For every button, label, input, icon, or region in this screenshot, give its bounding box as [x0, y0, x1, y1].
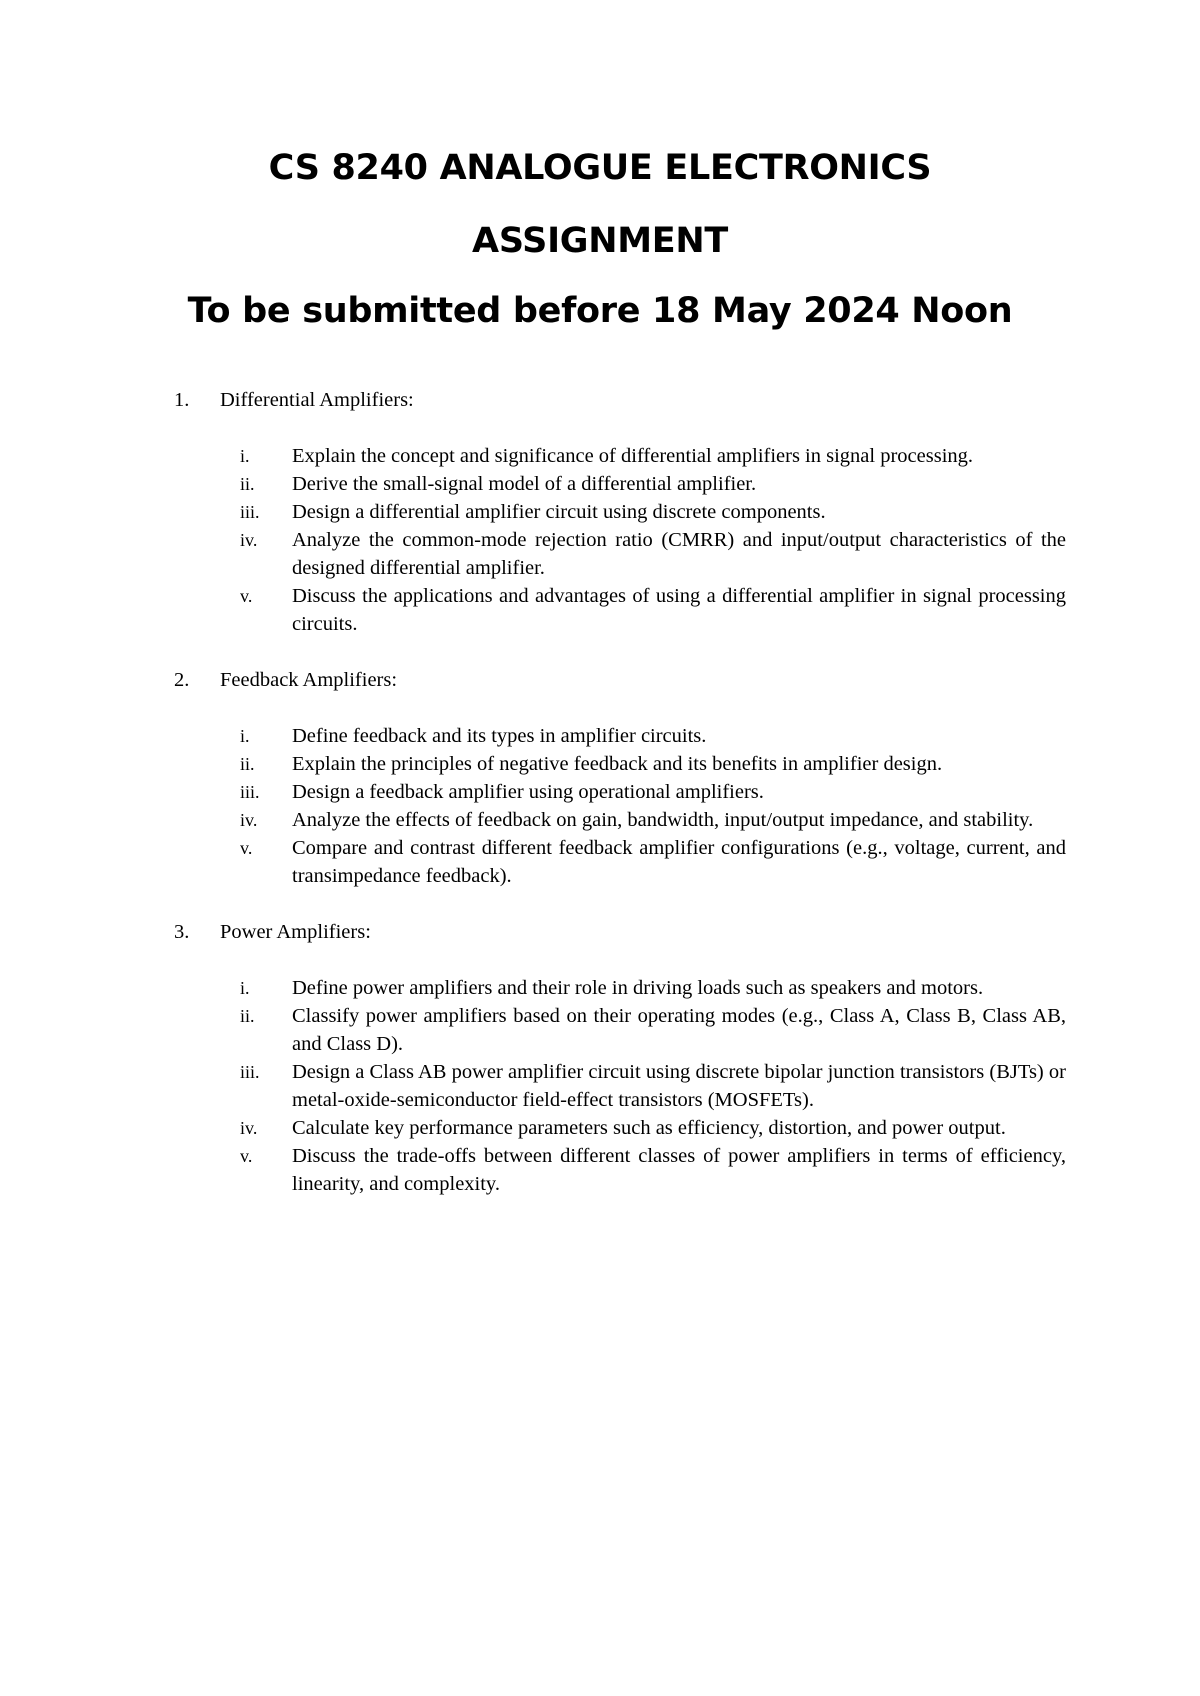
document-title: CS 8240 ANALOGUE ELECTRONICS	[268, 148, 932, 188]
section-title: Differential Amplifiers:	[220, 389, 414, 411]
section-heading	[174, 666, 1066, 694]
section-heading	[174, 386, 1066, 414]
question-numeral: i.	[240, 978, 250, 998]
submission-deadline: To be submitted before 18 May 2024 Noon	[187, 291, 1013, 331]
question-item	[174, 1058, 1066, 1114]
question-item	[174, 470, 1066, 498]
question-text: Explain the principles of negative feedback and its benefits in amplifier design.	[292, 753, 943, 775]
question-text: Discuss the applications and advantages of using a differential amplifier in signal processing circuits.	[292, 585, 1066, 635]
question-numeral: v.	[240, 838, 253, 858]
question-numeral: iv.	[240, 530, 258, 550]
question-text: Analyze the common-mode rejection ratio (CMRR) and input/output characteristics of the designed differential amplifier.	[292, 529, 1066, 579]
question-item	[174, 806, 1066, 834]
question-text: Explain the concept and significance of differential amplifiers in signal processing.	[292, 445, 974, 467]
question-item	[174, 834, 1066, 890]
section-feedback-amplifiers	[174, 666, 1066, 890]
question-list	[174, 974, 1066, 1198]
question-text: Design a differential amplifier circuit using discrete components.	[292, 501, 826, 523]
question-numeral: ii.	[240, 474, 255, 494]
question-item	[174, 722, 1066, 750]
question-item	[174, 1114, 1066, 1142]
section-number: 3.	[174, 921, 190, 943]
question-numeral: iii.	[240, 502, 260, 522]
question-item	[174, 750, 1066, 778]
question-text: Derive the small-signal model of a differential amplifier.	[292, 473, 757, 495]
question-text: Calculate key performance parameters such as efficiency, distortion, and power output.	[292, 1117, 1006, 1139]
question-text: Define power amplifiers and their role in driving loads such as speakers and motors.	[292, 977, 984, 999]
question-item	[174, 1142, 1066, 1198]
title-block	[0, 148, 1200, 331]
question-numeral: iv.	[240, 1118, 258, 1138]
question-text: Define feedback and its types in amplifier circuits.	[292, 725, 707, 747]
section-number: 1.	[174, 389, 190, 411]
question-numeral: iv.	[240, 810, 258, 830]
question-text: Analyze the effects of feedback on gain, bandwidth, input/output impedance, and stability.	[292, 809, 1034, 831]
section-title: Feedback Amplifiers:	[220, 669, 398, 691]
question-text: Design a feedback amplifier using operational amplifiers.	[292, 781, 764, 803]
question-numeral: iii.	[240, 782, 260, 802]
question-numeral: ii.	[240, 1006, 255, 1026]
assignment-content	[174, 386, 1066, 1198]
question-text: Discuss the trade-offs between different classes of power amplifiers in terms of efficiency, linearity, and complexity.	[292, 1145, 1066, 1195]
question-item	[174, 778, 1066, 806]
section-heading	[174, 918, 1066, 946]
question-numeral: iii.	[240, 1062, 260, 1082]
question-item	[174, 526, 1066, 582]
question-numeral: ii.	[240, 754, 255, 774]
section-title: Power Amplifiers:	[220, 921, 371, 943]
question-item	[174, 974, 1066, 1002]
question-numeral: v.	[240, 586, 253, 606]
question-text: Design a Class AB power amplifier circuit using discrete bipolar junction transistors (BJTs) or metal-oxide-semiconductor field-effect transistors (MOSFETs).	[292, 1061, 1066, 1111]
section-power-amplifiers	[174, 918, 1066, 1198]
question-numeral: v.	[240, 1146, 253, 1166]
question-item	[174, 498, 1066, 526]
question-list	[174, 722, 1066, 890]
question-list	[174, 442, 1066, 638]
question-numeral: i.	[240, 446, 250, 466]
section-number: 2.	[174, 669, 190, 691]
section-differential-amplifiers	[174, 386, 1066, 638]
question-numeral: i.	[240, 726, 250, 746]
question-item	[174, 582, 1066, 638]
question-text: Classify power amplifiers based on their operating modes (e.g., Class A, Class B, Class AB, and Class D).	[292, 1005, 1066, 1055]
question-text: Compare and contrast different feedback amplifier configurations (e.g., voltage, current, and transimpedance feedback).	[292, 837, 1066, 887]
question-item	[174, 1002, 1066, 1058]
question-item	[174, 442, 1066, 470]
document-subtitle: ASSIGNMENT	[472, 221, 728, 261]
